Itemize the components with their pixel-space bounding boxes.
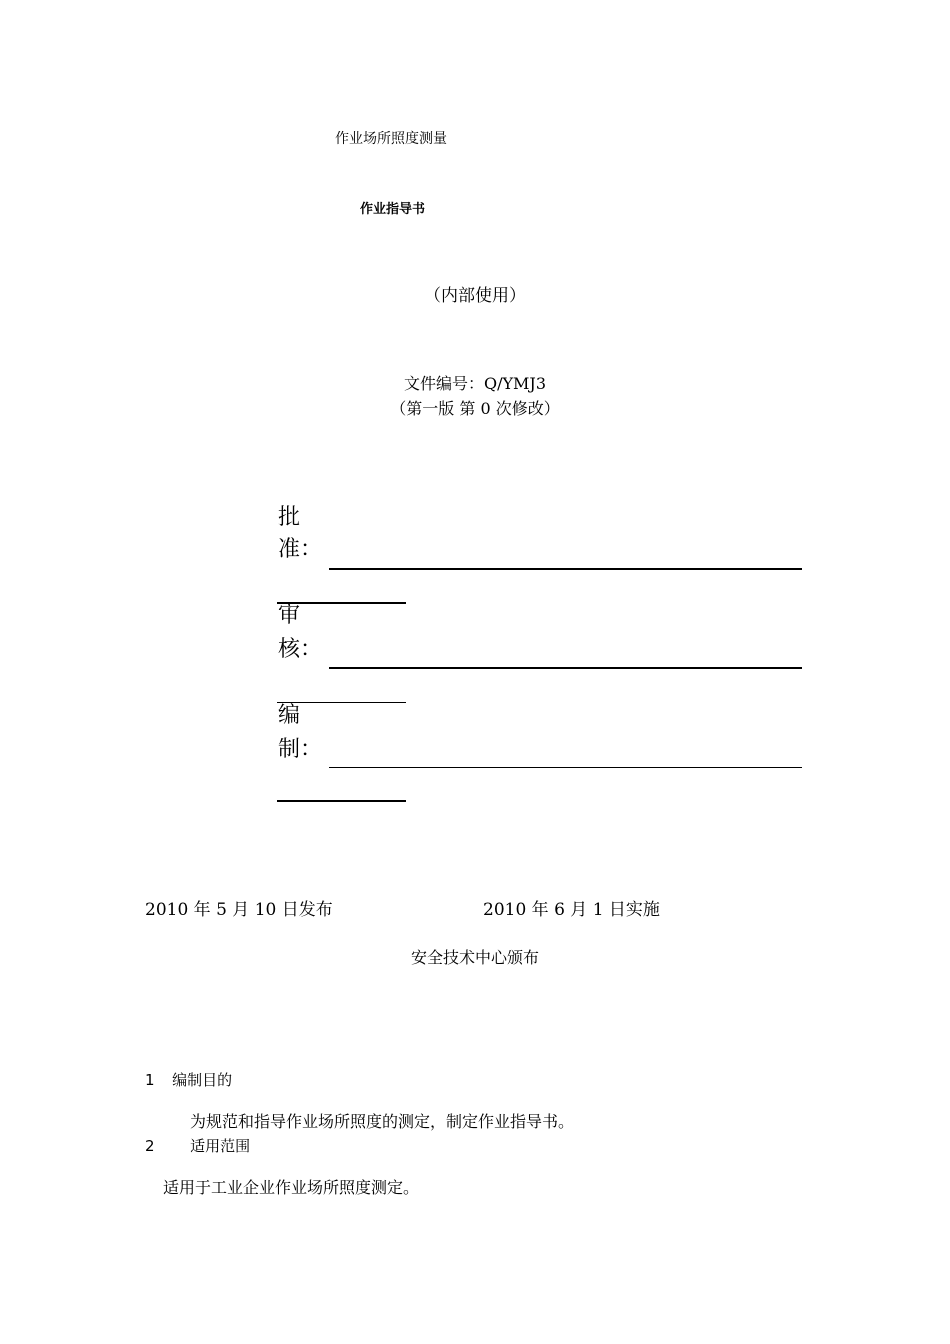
document-type: 作业指导书	[360, 202, 426, 217]
issue-date: 2010 年 5 月 10 日发布	[145, 900, 333, 920]
issuing-department: 安全技术中心颁布	[410, 948, 539, 967]
signature-compile-label-2: 制：	[278, 737, 323, 762]
document-subject: 作业场所照度测量	[335, 131, 447, 147]
signature-approve-label-2: 准：	[278, 537, 323, 562]
signature-approve-line	[329, 568, 802, 570]
usage-note: （内部使用）	[424, 286, 526, 306]
signature-review-label-1: 审	[278, 603, 301, 628]
section-title: 适用范围	[190, 1137, 251, 1155]
section-title: 编制目的	[172, 1071, 233, 1089]
section-heading	[145, 1135, 250, 1156]
section-number: 1	[145, 1071, 155, 1089]
section-body: 适用于工业企业作业场所照度测定。	[163, 1178, 420, 1197]
effective-date: 2010 年 6 月 1 日实施	[483, 900, 660, 920]
signature-compile-label-1: 编	[278, 703, 301, 728]
edition-info: （第一版 第 0 次修改）	[390, 399, 560, 418]
section-number: 2	[145, 1137, 155, 1155]
signature-approve-label-1: 批	[278, 505, 301, 530]
signature-review-line	[329, 667, 802, 669]
signature-compile-line	[329, 767, 802, 768]
document-number: 文件编号：Q/YMJ3	[403, 374, 547, 393]
signature-compile-underline	[277, 800, 406, 802]
section-body: 为规范和指导作业场所照度的测定，制定作业指导书。	[190, 1112, 575, 1131]
section-heading	[145, 1069, 232, 1090]
signature-review-label-2: 核：	[278, 637, 323, 662]
